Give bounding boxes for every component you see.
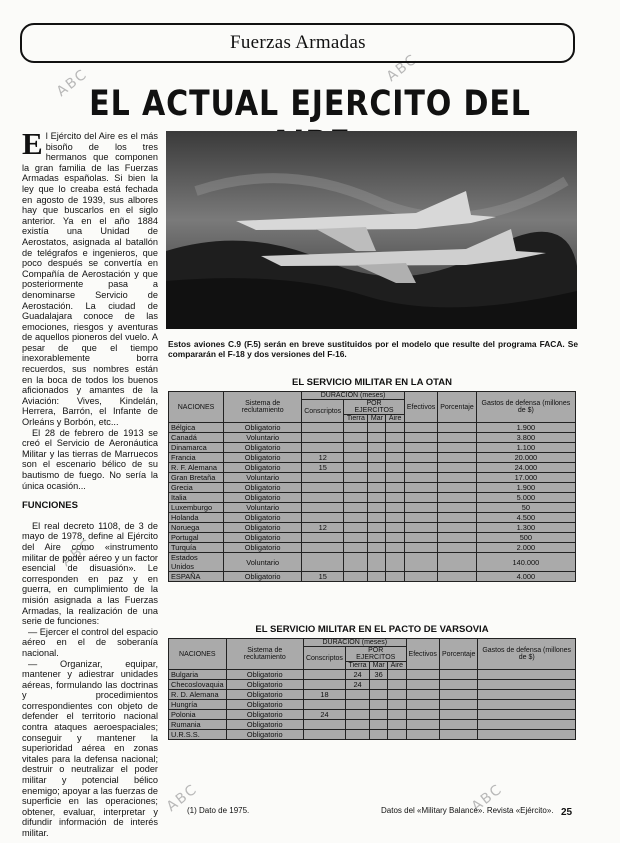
table-cell-percent	[438, 533, 476, 543]
table-cell-effectives	[406, 720, 439, 730]
table-cell-navy	[370, 730, 388, 740]
table-cell-nation: Checoslovaquia	[169, 680, 227, 690]
col-header: DURACION (meses)	[302, 392, 405, 400]
photo-caption: Estos aviones C.9 (F.5) serán en breve sustituidos por el modelo que resulte del programa FACA. Se compararán el F-18 y dos versiones del F-16.	[168, 339, 578, 360]
table-cell-conscripts	[302, 473, 344, 483]
table-cell-nation: Grecia	[169, 483, 224, 493]
table-cell-percent	[438, 553, 476, 572]
table-cell-conscripts: 18	[303, 690, 345, 700]
table-cell-air	[386, 503, 404, 513]
table-cell-air	[386, 443, 404, 453]
table-cell-effectives	[404, 423, 437, 433]
table-cell-army	[344, 443, 368, 453]
table-cell-navy	[368, 503, 386, 513]
table-cell-system: Obligatorio	[226, 720, 303, 730]
table-cell-effectives	[406, 730, 439, 740]
table-cell-army	[344, 572, 368, 582]
table-row	[169, 523, 576, 533]
aircraft-photo-image	[166, 131, 577, 329]
table-cell-percent	[438, 503, 476, 513]
abc-watermark: ABC	[58, 536, 96, 570]
table-cell-air	[388, 690, 406, 700]
table-cell-nation: ESPAÑA	[169, 572, 224, 582]
table-cell-air	[386, 513, 404, 523]
table-otan-title: EL SERVICIO MILITAR EN LA OTAN	[292, 377, 452, 388]
col-header: Conscriptos	[303, 647, 345, 670]
table-cell-nation: Noruega	[169, 523, 224, 533]
table-cell-effectives	[404, 523, 437, 533]
table-cell-army	[344, 463, 368, 473]
table-cell-effectives	[406, 710, 439, 720]
table-cell-air	[388, 710, 406, 720]
table-row	[169, 572, 576, 582]
table-cell-army	[344, 503, 368, 513]
table-row	[169, 513, 576, 523]
table-cell-spending	[478, 670, 576, 680]
col-header: Gastos de defensa (millones de $)	[478, 639, 576, 670]
table-cell-effectives	[404, 433, 437, 443]
col-header: Aire	[388, 662, 406, 670]
table-cell-navy	[370, 710, 388, 720]
table-cell-air	[388, 670, 406, 680]
table-cell-army	[344, 513, 368, 523]
table-cell-system: Obligatorio	[224, 523, 302, 533]
table-cell-spending: 140.000	[476, 553, 575, 572]
table-row	[169, 543, 576, 553]
table-cell-navy	[368, 493, 386, 503]
table-cell-conscripts	[302, 553, 344, 572]
table-cell-percent	[439, 730, 477, 740]
table-cell-army	[345, 710, 369, 720]
table-cell-conscripts	[303, 670, 345, 680]
footnote: (1) Dato de 1975.	[187, 806, 250, 815]
table-cell-navy	[368, 453, 386, 463]
col-header: Tierra	[344, 415, 368, 423]
table-cell-air	[388, 730, 406, 740]
table-cell-navy	[368, 572, 386, 582]
table-cell-army	[345, 690, 369, 700]
table-cell-system: Obligatorio	[224, 453, 302, 463]
table-cell-spending	[478, 690, 576, 700]
table-cell-army	[344, 433, 368, 443]
table-row	[169, 720, 576, 730]
table-cell-spending: 4.000	[476, 572, 575, 582]
table-cell-air	[388, 700, 406, 710]
abc-watermark: ABC	[383, 51, 421, 85]
table-cell-army	[344, 473, 368, 483]
section-header-box	[20, 23, 575, 63]
table-cell-army	[345, 730, 369, 740]
table-cell-spending: 4.500	[476, 513, 575, 523]
table-cell-conscripts: 15	[302, 463, 344, 473]
table-cell-army	[344, 483, 368, 493]
table-cell-nation: Francia	[169, 453, 224, 463]
table-cell-navy	[368, 483, 386, 493]
paragraph: El real decreto 1108, de 3 de mayo de 1978, define al Ejército del Aire como «instrumento militar de poder aéreo y un factor esencial de disuasión». Le corresponden en paz y en guerra, en cumplimiento de la misión asignada a las Fuerzas Armadas, la realización de una serie de funciones:	[22, 520, 158, 627]
col-header: Efectivos	[406, 639, 439, 670]
table-cell-conscripts	[303, 700, 345, 710]
table-cell-conscripts: 15	[302, 572, 344, 582]
table-row	[169, 463, 576, 473]
table-cell-spending: 1.300	[476, 523, 575, 533]
table-row	[169, 493, 576, 503]
table-cell-spending: 3.800	[476, 433, 575, 443]
table-row	[169, 433, 576, 443]
table-cell-spending: 1.100	[476, 443, 575, 453]
table-cell-conscripts	[303, 730, 345, 740]
page-number: 25	[561, 807, 573, 818]
table-cell-air	[386, 463, 404, 473]
table-cell-conscripts	[303, 720, 345, 730]
col-header: Conscriptos	[302, 400, 344, 423]
table-cell-nation: Turquía	[169, 543, 224, 553]
table-otan	[168, 391, 576, 582]
table-cell-conscripts: 24	[303, 710, 345, 720]
table-cell-percent	[439, 700, 477, 710]
table-cell-nation: Dinamarca	[169, 443, 224, 453]
table-row	[169, 503, 576, 513]
table-cell-system: Obligatorio	[224, 513, 302, 523]
table-cell-army	[344, 493, 368, 503]
table-cell-effectives	[404, 473, 437, 483]
table-cell-air	[386, 553, 404, 572]
source-note: Datos del «Military Balance». Revista «Ejército».	[381, 806, 554, 815]
table-cell-system: Obligatorio	[226, 690, 303, 700]
table-cell-effectives	[404, 483, 437, 493]
table-cell-system: Voluntario	[224, 433, 302, 443]
table-cell-army	[345, 700, 369, 710]
col-header: NACIONES	[169, 392, 224, 423]
table-cell-conscripts	[302, 493, 344, 503]
table-cell-percent	[438, 483, 476, 493]
table-cell-percent	[439, 670, 477, 680]
table-cell-navy	[368, 433, 386, 443]
table-cell-navy	[368, 423, 386, 433]
table-cell-effectives	[406, 680, 439, 690]
table-cell-conscripts: 12	[302, 523, 344, 533]
table-cell-effectives	[404, 513, 437, 523]
table-cell-system: Obligatorio	[224, 483, 302, 493]
table-cell-system: Obligatorio	[224, 493, 302, 503]
table-cell-effectives	[406, 690, 439, 700]
table-row	[169, 690, 576, 700]
table-cell-percent	[438, 453, 476, 463]
table-cell-air	[386, 543, 404, 553]
table-cell-army	[344, 543, 368, 553]
table-row	[169, 700, 576, 710]
article-body	[22, 126, 158, 839]
table-cell-navy	[368, 543, 386, 553]
table-cell-conscripts	[302, 423, 344, 433]
table-cell-nation: Bulgaria	[169, 670, 227, 680]
table-cell-conscripts	[302, 503, 344, 513]
table-cell-navy	[368, 533, 386, 543]
table-cell-navy: 36	[370, 670, 388, 680]
table-cell-percent	[438, 523, 476, 533]
col-header: Gastos de defensa (millones de $)	[476, 392, 575, 423]
table-cell-navy	[368, 553, 386, 572]
table-cell-system: Voluntario	[224, 503, 302, 513]
table-cell-percent	[438, 423, 476, 433]
col-header: Sistema de reclutamiento	[224, 392, 302, 423]
table-row	[169, 553, 576, 572]
table-cell-percent	[438, 433, 476, 443]
table-cell-nation: Gran Bretaña	[169, 473, 224, 483]
table-varsovia-title: EL SERVICIO MILITAR EN EL PACTO DE VARSOVIA	[255, 624, 489, 635]
table-cell-system: Obligatorio	[224, 463, 302, 473]
table-cell-army: 24	[345, 670, 369, 680]
table-cell-spending: 2.000	[476, 543, 575, 553]
table-cell-percent	[438, 513, 476, 523]
table-cell-nation: Bélgica	[169, 423, 224, 433]
table-cell-spending	[478, 700, 576, 710]
table-row	[169, 730, 576, 740]
headline: EL ACTUAL EJERCITO DEL	[89, 84, 531, 124]
table-row	[169, 473, 576, 483]
table-cell-air	[386, 473, 404, 483]
table-cell-percent	[438, 572, 476, 582]
table-row	[169, 483, 576, 493]
table-cell-system: Obligatorio	[226, 700, 303, 710]
table-cell-effectives	[404, 572, 437, 582]
col-header: Tierra	[345, 662, 369, 670]
table-varsovia	[168, 638, 576, 740]
table-cell-percent	[438, 463, 476, 473]
table-cell-army: 24	[345, 680, 369, 690]
table-cell-conscripts	[302, 433, 344, 443]
function-item: — Organizar, equipar, mantener y adiestrar unidades aéreas, formulando las doctrinas y procedimientos correspondientes con objeto de defender el territorio nacional contra ataques aeroespaciales; conseguir y mantener la superioridad aérea en zonas vitales para la defensa nacional; destruir o neutralizar el poder militar y potencial bélico enemigo; apoyar a las fuerzas de superficie en las operaciones; obtener, evaluar, interpretar y difundir información de interés militar.	[22, 658, 158, 838]
table-cell-system: Obligatorio	[224, 443, 302, 453]
table-cell-air	[386, 483, 404, 493]
table-cell-percent	[439, 720, 477, 730]
col-header: NACIONES	[169, 639, 227, 670]
table-cell-effectives	[404, 443, 437, 453]
table-cell-system: Voluntario	[224, 473, 302, 483]
table-cell-conscripts	[302, 543, 344, 553]
col-header: Porcentaje	[438, 392, 476, 423]
table-cell-air	[386, 572, 404, 582]
table-cell-spending: 5.000	[476, 493, 575, 503]
table-cell-spending: 50	[476, 503, 575, 513]
table-cell-air	[386, 493, 404, 503]
table-cell-navy	[368, 523, 386, 533]
table-cell-spending	[478, 720, 576, 730]
table-cell-conscripts	[302, 483, 344, 493]
table-row	[169, 670, 576, 680]
table-cell-nation: Portugal	[169, 533, 224, 543]
table-cell-spending: 17.000	[476, 473, 575, 483]
table-row	[169, 533, 576, 543]
table-cell-conscripts	[302, 533, 344, 543]
table-cell-conscripts	[303, 680, 345, 690]
table-cell-effectives	[404, 503, 437, 513]
table-cell-system: Obligatorio	[226, 710, 303, 720]
table-cell-army	[344, 553, 368, 572]
col-header: POR EJERCITOS	[344, 400, 405, 415]
table-cell-percent	[439, 690, 477, 700]
table-cell-spending: 24.000	[476, 463, 575, 473]
drop-cap: E	[22, 126, 43, 161]
table-cell-percent	[438, 543, 476, 553]
table-cell-air	[388, 680, 406, 690]
table-cell-spending	[478, 730, 576, 740]
table-cell-effectives	[404, 553, 437, 572]
table-cell-nation: U.R.S.S.	[169, 730, 227, 740]
col-header: DURACION (meses)	[303, 639, 406, 647]
table-cell-air	[386, 523, 404, 533]
table-row	[169, 680, 576, 690]
table-cell-effectives	[404, 463, 437, 473]
table-cell-effectives	[404, 533, 437, 543]
table-cell-navy	[368, 463, 386, 473]
table-cell-nation: R. F. Alemana	[169, 463, 224, 473]
table-cell-system: Obligatorio	[224, 533, 302, 543]
table-cell-percent	[438, 443, 476, 453]
table-cell-nation: Rumania	[169, 720, 227, 730]
table-cell-navy	[370, 720, 388, 730]
table-cell-nation: Estados Unidos	[169, 553, 224, 572]
table-cell-nation: Hungría	[169, 700, 227, 710]
col-header: POR EJERCITOS	[345, 647, 406, 662]
table-cell-system: Obligatorio	[226, 730, 303, 740]
paragraph: El 28 de febrero de 1913 se creó el Servicio de Aeronáutica Militar y las tierras de Marruecos son el escenario bélico de su bautismo de fuego. No sería la única ocasión...	[22, 427, 158, 491]
col-header: Porcentaje	[439, 639, 477, 670]
table-cell-air	[386, 533, 404, 543]
table-cell-navy	[370, 690, 388, 700]
table-cell-system: Obligatorio	[224, 543, 302, 553]
col-header: Mar	[368, 415, 386, 423]
table-cell-effectives	[406, 700, 439, 710]
table-cell-spending	[478, 680, 576, 690]
table-cell-percent	[438, 473, 476, 483]
table-cell-system: Obligatorio	[226, 670, 303, 680]
table-cell-conscripts	[302, 443, 344, 453]
table-cell-army	[344, 533, 368, 543]
table-cell-effectives	[404, 453, 437, 463]
col-header: Aire	[386, 415, 404, 423]
table-cell-spending	[478, 710, 576, 720]
table-cell-spending: 20.000	[476, 453, 575, 463]
table-cell-air	[386, 453, 404, 463]
table-cell-nation: Holanda	[169, 513, 224, 523]
table-cell-army	[345, 720, 369, 730]
table-cell-navy	[368, 443, 386, 453]
table-row	[169, 443, 576, 453]
table-cell-effectives	[406, 670, 439, 680]
table-cell-spending: 1.900	[476, 423, 575, 433]
table-cell-air	[388, 720, 406, 730]
table-cell-system: Voluntario	[224, 553, 302, 572]
col-header: Sistema de reclutamiento	[226, 639, 303, 670]
table-cell-nation: Italia	[169, 493, 224, 503]
abc-watermark: ABC	[468, 781, 506, 815]
col-header: Mar	[370, 662, 388, 670]
table-cell-system: Obligatorio	[224, 423, 302, 433]
lead-text: l Ejército del Aire es el más bisoño de los tres hermanos que componen la gran familia de las Fuerzas Armadas españolas. Si bien la ley que lo creaba está fechada en agosto de 1939, sus albores hay que buscarlos en el siglo anterior. Ya en el año 1884 existía una Unidad de Aerostatos, asignada al batallón de telégrafos e ingenieros, que poco después se convertía en Compañía de Aerostación y que posteriormente pasa a denominarse Servicio de Aerostación. La ciudad de Guadalajara conoce de las emociones, riesgos y aventuras de aquellos pioneros del vuelo. A pesar de que el tiempo inexorablemente borra recuerdos, sus nombres están en la boca de todos los buenos aficionados y amantes de la Aviación: Vives, Kindelán, Herrera, Barrón, el Infante de Orleáns y Borbón, etc...	[22, 131, 158, 428]
table-cell-nation: Luxemburgo	[169, 503, 224, 513]
section-label: Fuerzas Armadas	[230, 32, 366, 53]
table-row	[169, 423, 576, 433]
table-cell-system: Obligatorio	[226, 680, 303, 690]
table-cell-nation: Polonia	[169, 710, 227, 720]
table-cell-nation: Canadá	[169, 433, 224, 443]
abc-watermark: ABC	[53, 66, 91, 100]
subheading: FUNCIONES	[22, 500, 78, 512]
lead-paragraph	[22, 126, 158, 428]
table-cell-navy	[368, 473, 386, 483]
table-cell-spending: 1.900	[476, 483, 575, 493]
table-cell-system: Obligatorio	[224, 572, 302, 582]
table-cell-navy	[370, 700, 388, 710]
table-cell-percent	[439, 710, 477, 720]
col-header: Efectivos	[404, 392, 437, 423]
table-cell-navy	[368, 513, 386, 523]
aircraft-photo	[166, 131, 577, 329]
table-cell-effectives	[404, 543, 437, 553]
function-item: — Ejercer el control del espacio aéreo en el de soberanía nacional.	[22, 626, 158, 658]
table-cell-army	[344, 423, 368, 433]
table-cell-air	[386, 433, 404, 443]
table-cell-navy	[370, 680, 388, 690]
abc-watermark: ABC	[163, 781, 201, 815]
table-cell-conscripts: 12	[302, 453, 344, 463]
table-cell-nation: R. D. Alemana	[169, 690, 227, 700]
table-cell-spending: 500	[476, 533, 575, 543]
table-cell-army	[344, 453, 368, 463]
table-row	[169, 710, 576, 720]
table-row	[169, 453, 576, 463]
table-cell-conscripts	[302, 513, 344, 523]
table-cell-percent	[438, 493, 476, 503]
table-cell-air	[386, 423, 404, 433]
table-cell-army	[344, 523, 368, 533]
table-cell-effectives	[404, 493, 437, 503]
table-cell-percent	[439, 680, 477, 690]
